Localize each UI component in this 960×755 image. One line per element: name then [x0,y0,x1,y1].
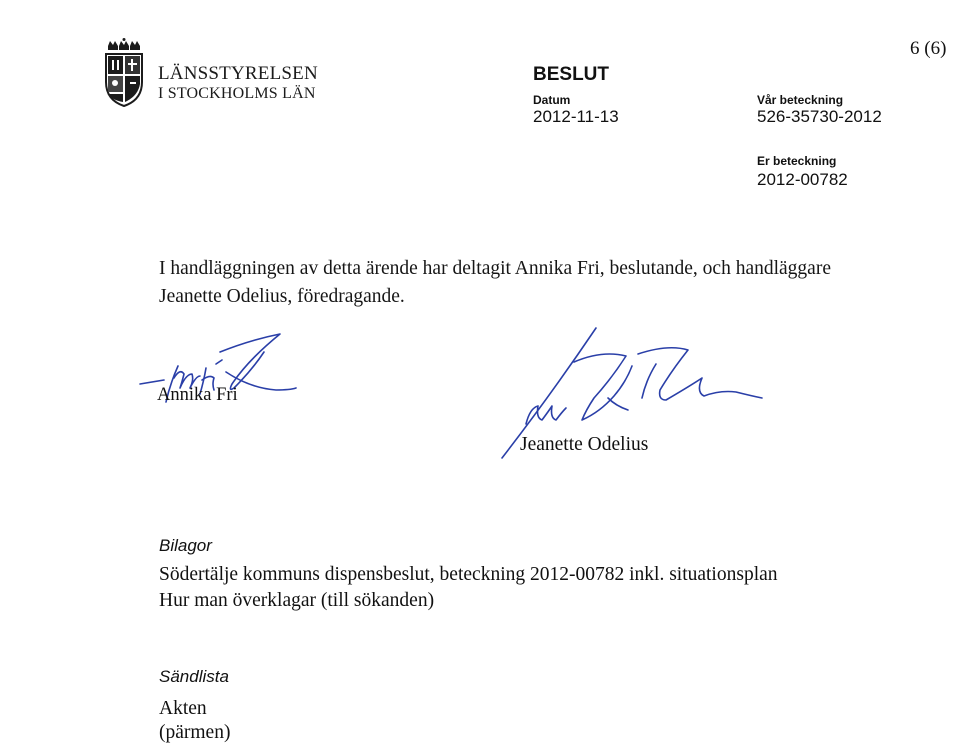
coat-of-arms-icon [104,38,144,108]
body-paragraph: I handläggningen av detta ärende har deltagit Annika Fri, beslutande, och handläggare Jeanette Odelius, föredragande. [159,258,831,307]
distribution-heading: Sändlista [159,667,229,686]
page-number: 6 (6) [910,38,947,59]
signer-name-2: Jeanette Odelius [520,434,649,455]
our-reference-label: Vår beteckning [757,93,844,107]
attachments-heading: Bilagor [159,536,212,555]
attachment-item: Hur man överklagar (till sökanden) [159,590,435,611]
signer-name-1: Annika Fri [157,385,238,405]
org-subname: I STOCKHOLMS LÄN [158,85,316,102]
document-type: BESLUT [533,64,609,85]
date-label: Datum [533,93,571,107]
your-reference-value: 2012-00782 [757,170,848,189]
org-name: LÄNSSTYRELSEN [158,63,318,84]
signature-jeanette-odelius [490,326,780,486]
attachment-item: Södertälje kommuns dispensbeslut, beteckning 2012-00782 inkl. situationsplan [159,564,778,585]
distribution-item: Akten [159,698,207,719]
your-reference-label: Er beteckning [757,154,837,168]
our-reference-value: 526-35730-2012 [757,107,882,126]
date-value: 2012-11-13 [533,107,619,126]
distribution-item: (pärmen) [159,722,231,743]
